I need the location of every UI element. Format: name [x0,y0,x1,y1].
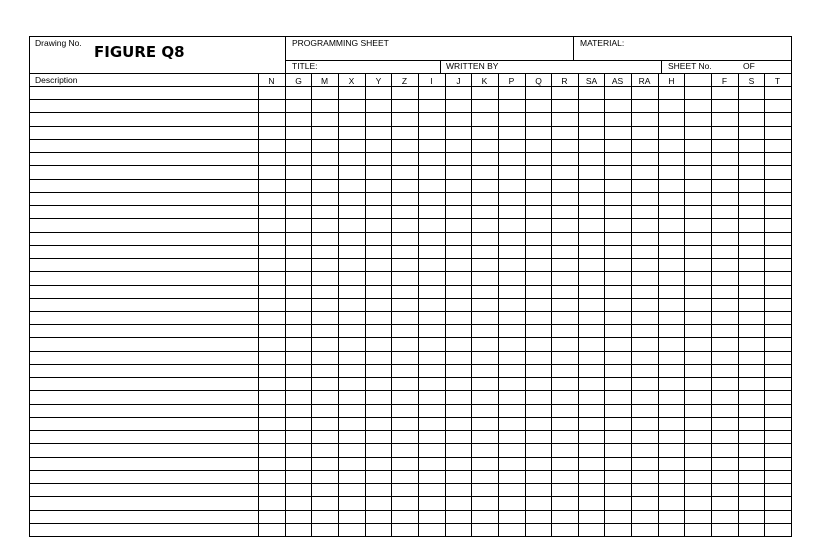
drawing-no-label: Drawing No. [35,38,82,48]
table-row-line [29,417,792,418]
table-row-line [29,112,792,113]
column-header-r: R [561,76,568,86]
column-divider [525,73,526,537]
column-header-j: J [456,76,461,86]
table-row-line [29,390,792,391]
column-divider [578,73,579,537]
frame-bottom [29,536,792,537]
table-row-line [29,483,792,484]
header-divider-written-by [440,60,441,74]
column-header-k: K [481,76,488,86]
table-row-line [29,311,792,312]
column-header-f: F [721,76,728,86]
table-row-line [29,258,792,259]
table-row-line [29,285,792,286]
table-row-line [29,152,792,153]
column-divider [684,73,685,537]
table-row-line [29,510,792,511]
material-label: MATERIAL: [580,38,625,48]
table-row-line [29,364,792,365]
column-header-g: G [295,76,302,86]
header-divider-drawing [285,36,286,74]
table-row-line [29,232,792,233]
column-header-n: N [268,76,275,86]
description-column-header: Description [35,75,78,85]
header-bottom-line [29,73,792,74]
table-row-line [29,99,792,100]
table-row-line [29,271,792,272]
table-row-line [29,165,792,166]
table-row-line [29,298,792,299]
column-header-q: Q [535,76,542,86]
table-row-line [29,351,792,352]
table-row-line [29,337,792,338]
column-header-y: Y [375,76,382,86]
frame-top [29,36,792,37]
column-divider [338,73,339,537]
programming-sheet-label: PROGRAMMING SHEET [292,38,389,48]
column-divider [285,73,286,537]
column-divider [658,73,659,537]
column-divider [471,73,472,537]
table-row-line [29,443,792,444]
column-header-as: AS [611,76,624,86]
column-header-sa: SA [585,76,598,86]
column-header-i: I [430,76,433,86]
table-row-line [29,523,792,524]
column-divider [311,73,312,537]
column-header-x: X [348,76,355,86]
table-row-line [29,218,792,219]
of-label: OF [743,61,755,71]
table-row-line [29,126,792,127]
column-header-s: S [748,76,755,86]
table-row-line [29,192,792,193]
sheet-no-label: SHEET No. [668,61,712,71]
column-divider [258,73,259,537]
table-row-line [29,404,792,405]
column-divider [711,73,712,537]
title-label: TITLE: [292,61,318,71]
column-divider [445,73,446,537]
column-header-z: Z [401,76,408,86]
column-divider [551,73,552,537]
table-row-line [29,430,792,431]
table-row-line [29,205,792,206]
table-row-line [29,139,792,140]
column-header-h: H [668,76,675,86]
header-divider-sheet [661,60,662,74]
table-row-line [29,179,792,180]
column-divider [738,73,739,537]
table-row-line [29,496,792,497]
column-header-p: P [508,76,515,86]
header-divider-material [573,36,574,61]
column-divider [498,73,499,537]
table-row-line [29,470,792,471]
table-row-line [29,245,792,246]
column-divider [604,73,605,537]
column-divider [418,73,419,537]
figure-title: FIGURE Q8 [94,43,185,61]
column-divider [391,73,392,537]
column-divider [631,73,632,537]
table-row-line [29,377,792,378]
column-header-ra: RA [638,76,651,86]
column-divider [365,73,366,537]
column-header-m: M [320,76,329,86]
table-row-line [29,86,792,87]
written-by-label: WRITTEN BY [446,61,499,71]
column-header-t: T [774,76,781,86]
column-divider [764,73,765,537]
table-row-line [29,324,792,325]
table-row-line [29,457,792,458]
header-mid-line [285,60,792,61]
